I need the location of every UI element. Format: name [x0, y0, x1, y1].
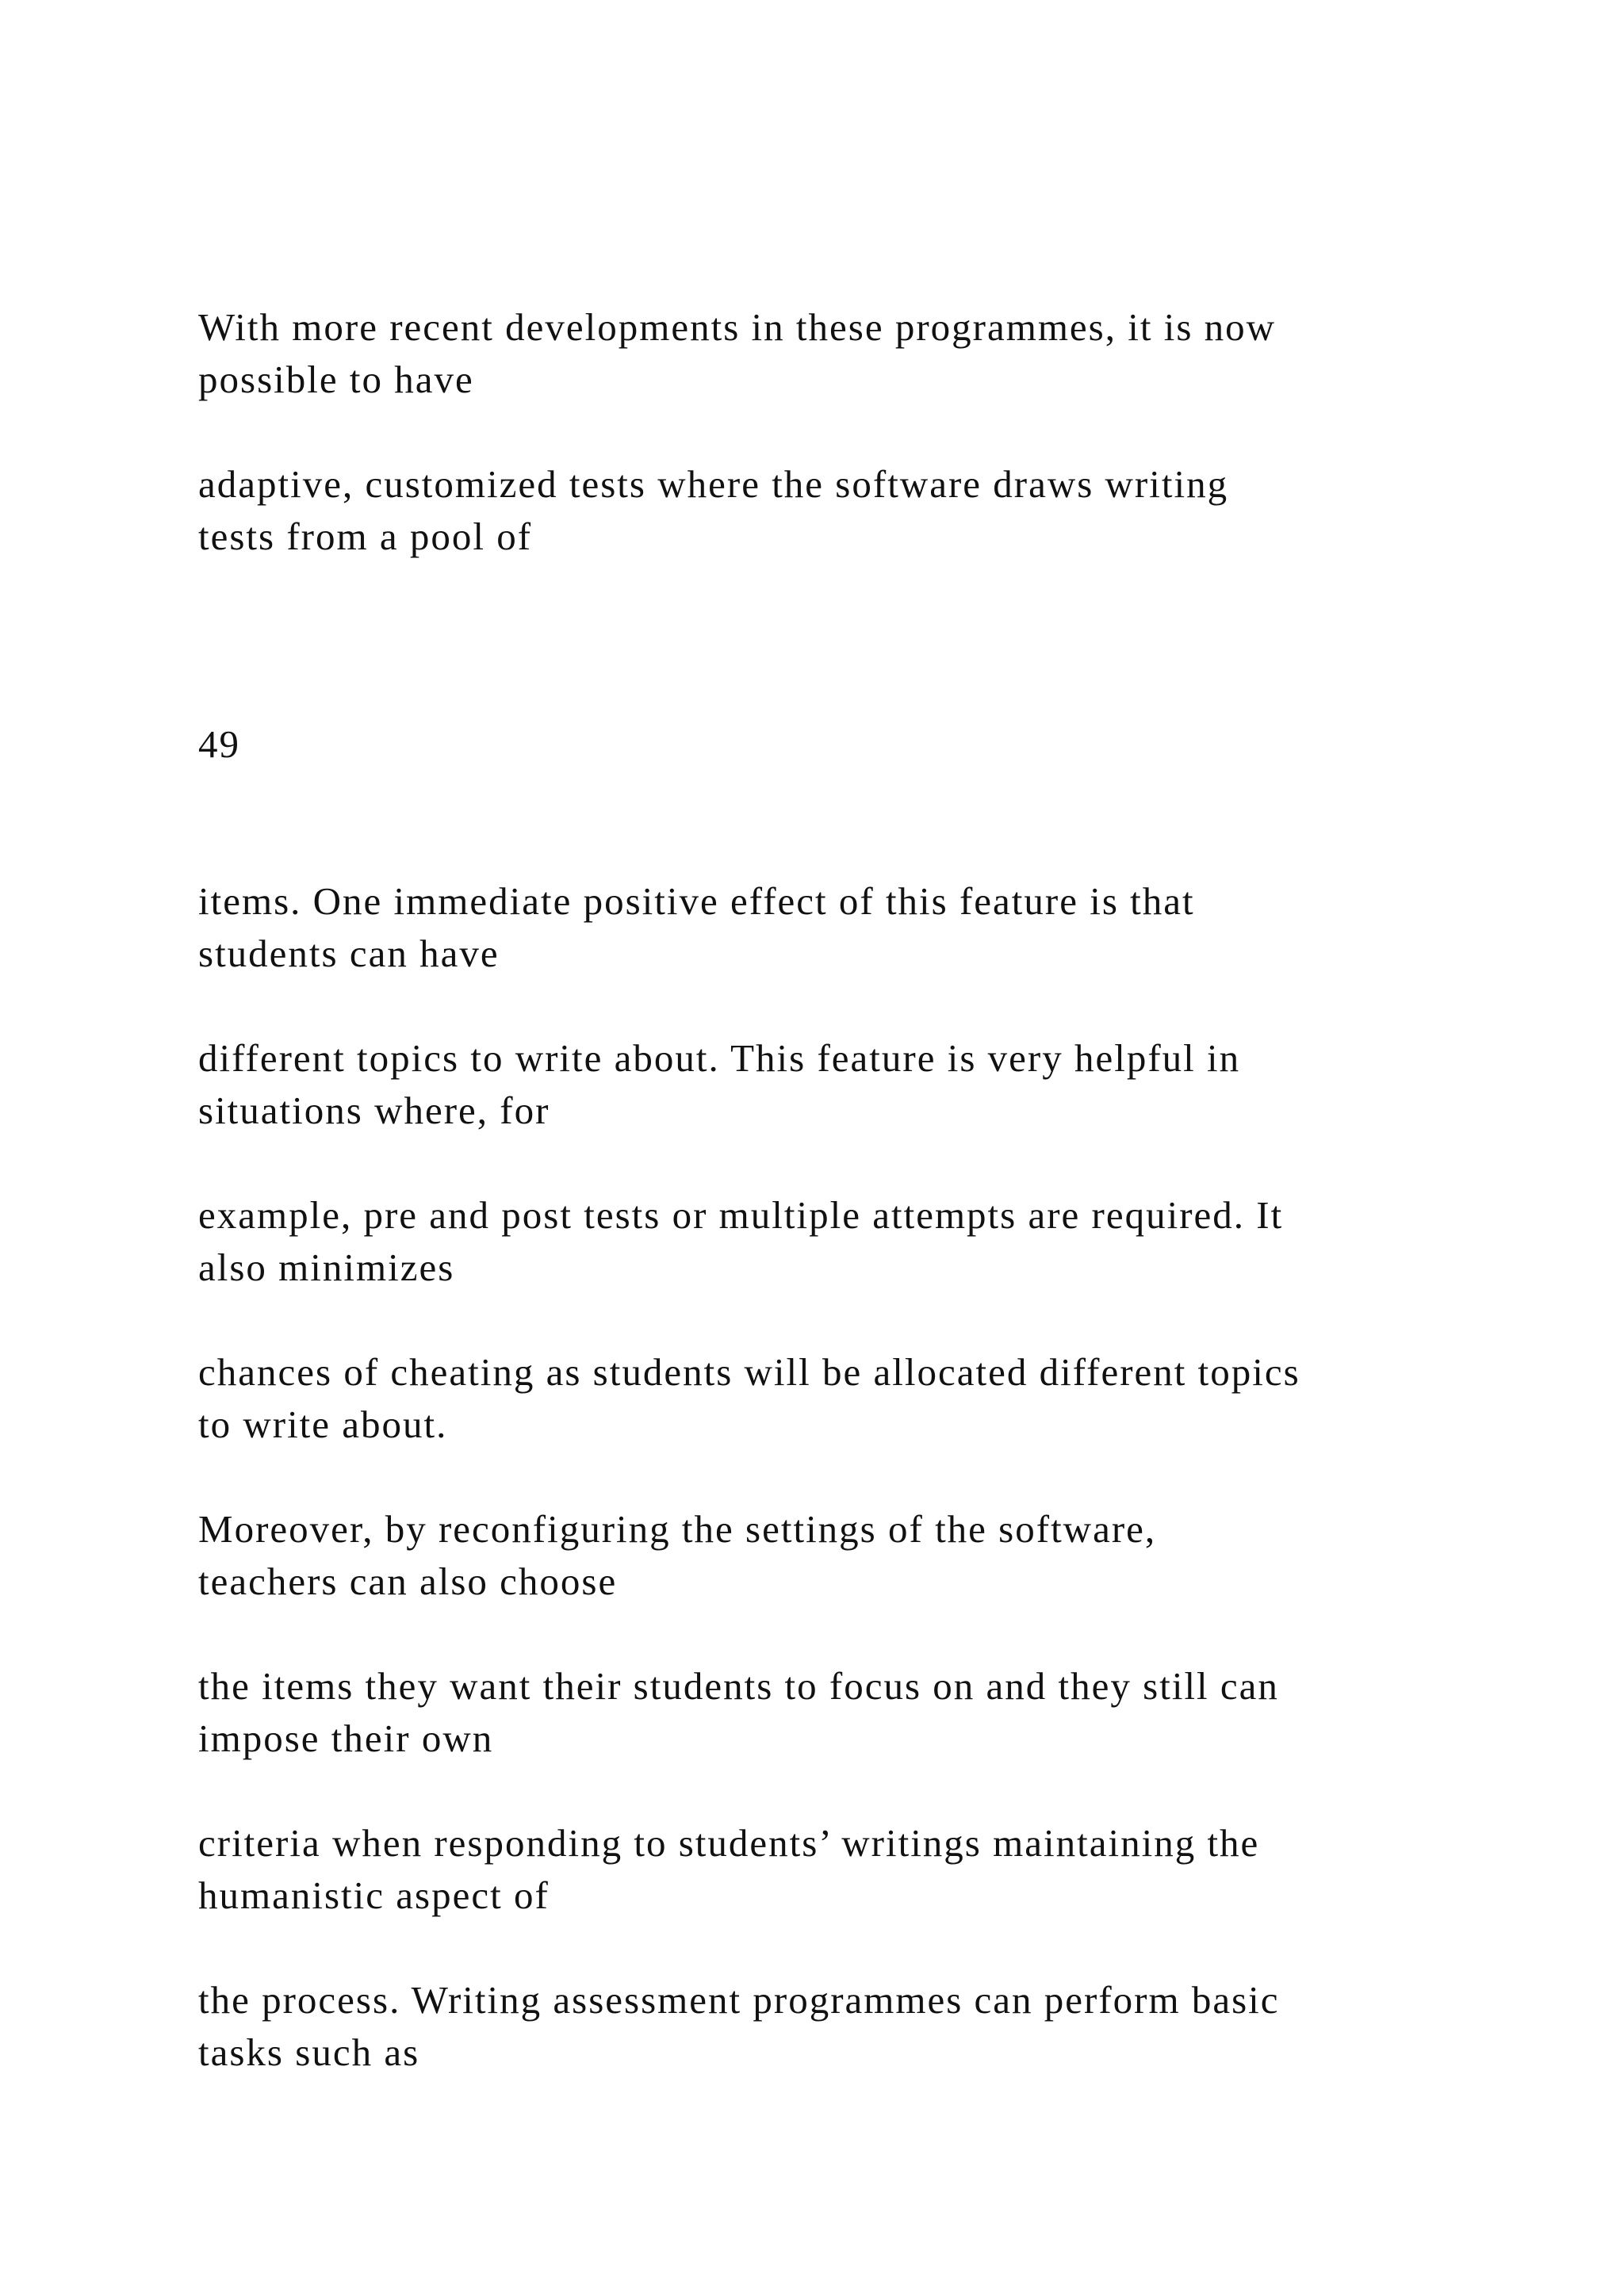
text-line: students can have — [198, 932, 500, 975]
text-line: possible to have — [198, 358, 474, 401]
text-line: tasks such as — [198, 2030, 420, 2074]
text-line: to write about. — [198, 1402, 448, 1446]
text-line: items. One immediate positive effect of this feature is that — [198, 879, 1195, 923]
text-line: also minimizes — [198, 1246, 455, 1289]
text-line: example, pre and post tests or multiple attempts are required. It — [198, 1193, 1284, 1237]
text-line: teachers can also choose — [198, 1559, 618, 1603]
text-line: Moreover, by reconfiguring the settings of the software, — [198, 1507, 1157, 1551]
text-line: With more recent developments in these programmes, it is now — [198, 305, 1277, 349]
text-line: the process. Writing assessment programmes can perform basic — [198, 1978, 1280, 2022]
text-line: humanistic aspect of — [198, 1873, 550, 1917]
text-line: tests from a pool of — [198, 515, 533, 558]
page-number: 49 — [198, 722, 240, 766]
text-line: different topics to write about. This feature is very helpful in — [198, 1036, 1241, 1080]
text-line: criteria when responding to students’ writings maintaining the — [198, 1821, 1260, 1865]
text-line: adaptive, customized tests where the software draws writing — [198, 462, 1229, 506]
text-line: the items they want their students to focus on and they still can — [198, 1664, 1279, 1708]
text-line: chances of cheating as students will be allocated different topics — [198, 1350, 1300, 1394]
text-line: impose their own — [198, 1716, 494, 1760]
text-line: situations where, for — [198, 1089, 550, 1132]
